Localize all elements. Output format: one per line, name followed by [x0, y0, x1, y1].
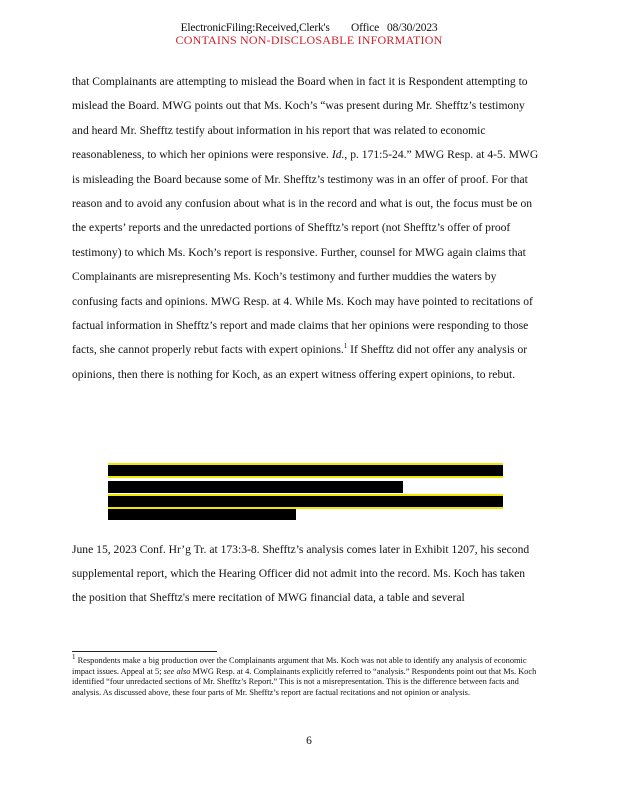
redaction-bar — [108, 494, 503, 509]
paragraph-text — [72, 70, 542, 387]
body-paragraph-1 — [72, 70, 542, 387]
footnote-segment: MWG Resp. at 4. Complainants explicitly referred to “analysis.” Respondents point out that Ms. Koch identified “four unredacted sections of Mr. Shefftz’s Report.” This is not a misrepresentation. This is the difference between facts and analysis. As discussed above, these four parts of Mr. Shefftz’s report are factual recitations and not opinion or analysis. — [72, 666, 537, 697]
id-citation: Id. — [331, 148, 345, 162]
electronic-filing-stamp: ElectronicFiling:Received,Clerk's Office 08/30/2023 — [180, 22, 438, 34]
redaction-bar — [108, 509, 296, 520]
redaction-bar — [108, 481, 403, 493]
see-also-signal: see also — [163, 666, 191, 676]
paragraph-segment: that Complainants are attempting to mislead the Board when in fact it is Respondent attempting to mislead the Board. MWG points out that Ms. Koch’s “was present during Mr. Shefftz’s testimony and heard Mr. Shefftz testify about information in his report that was related to economic reasonableness, to which her opinions were responsive. — [72, 75, 528, 162]
paragraph-segment: , p. 171:5-24.” MWG Resp. at 4-5. MWG is misleading the Board because some of Mr. Shefftz’s testimony was in an offer of proof. For that reason and to avoid any confusion about what is in the record and what is out, the focus must be on the experts’ reports and the unredacted portions of Shefftz’s report (not Shefftz’s offer of proof testimony) to which Ms. Koch’s report is responsive. Further, counsel for MWG again claims that Complainants are misrepresenting Ms. Koch’s testimony and further muddies the waters by confusing facts and opinions. MWG Resp. at 4. While Ms. Koch may have pointed to recitations of factual information in Shefftz’s report and made claims that her opinions were responding to those facts, she cannot properly rebut facts with expert opinions. — [72, 148, 539, 357]
footnote-reference: 1 — [343, 342, 348, 351]
footnote-1 — [72, 653, 542, 698]
paragraph-text: June 15, 2023 Conf. Hr’g Tr. at 173:3-8. Shefftz’s analysis comes later in Exhibit 1207, his second supplemental report, which the Hearing Officer did not admit into the record. Ms. Koch has taken the position that Shefftz's mere recitation of MWG financial data, a table and several — [72, 542, 530, 605]
page-number: 6 — [306, 735, 312, 747]
footnote-divider — [72, 651, 217, 652]
footnote-marker: 1 — [72, 653, 76, 662]
body-paragraph-2 — [72, 526, 542, 622]
page-header — [0, 22, 618, 46]
paragraph-segment: If Shefftz did not offer any analysis or opinions, then there is nothing for Koch, as an expert witness offering expert opinions, to rebut. — [72, 343, 528, 381]
redaction-bar — [108, 463, 503, 478]
confidential-label: CONTAINS NON-DISCLOSABLE INFORMATION — [175, 33, 443, 47]
footnote-segment: Respondents make a big production over the Complainants argument that Ms. Koch was not able to identify any analysis of economic impact issues. Appeal at 5; — [72, 656, 527, 676]
redacted-quote-block — [108, 463, 503, 521]
